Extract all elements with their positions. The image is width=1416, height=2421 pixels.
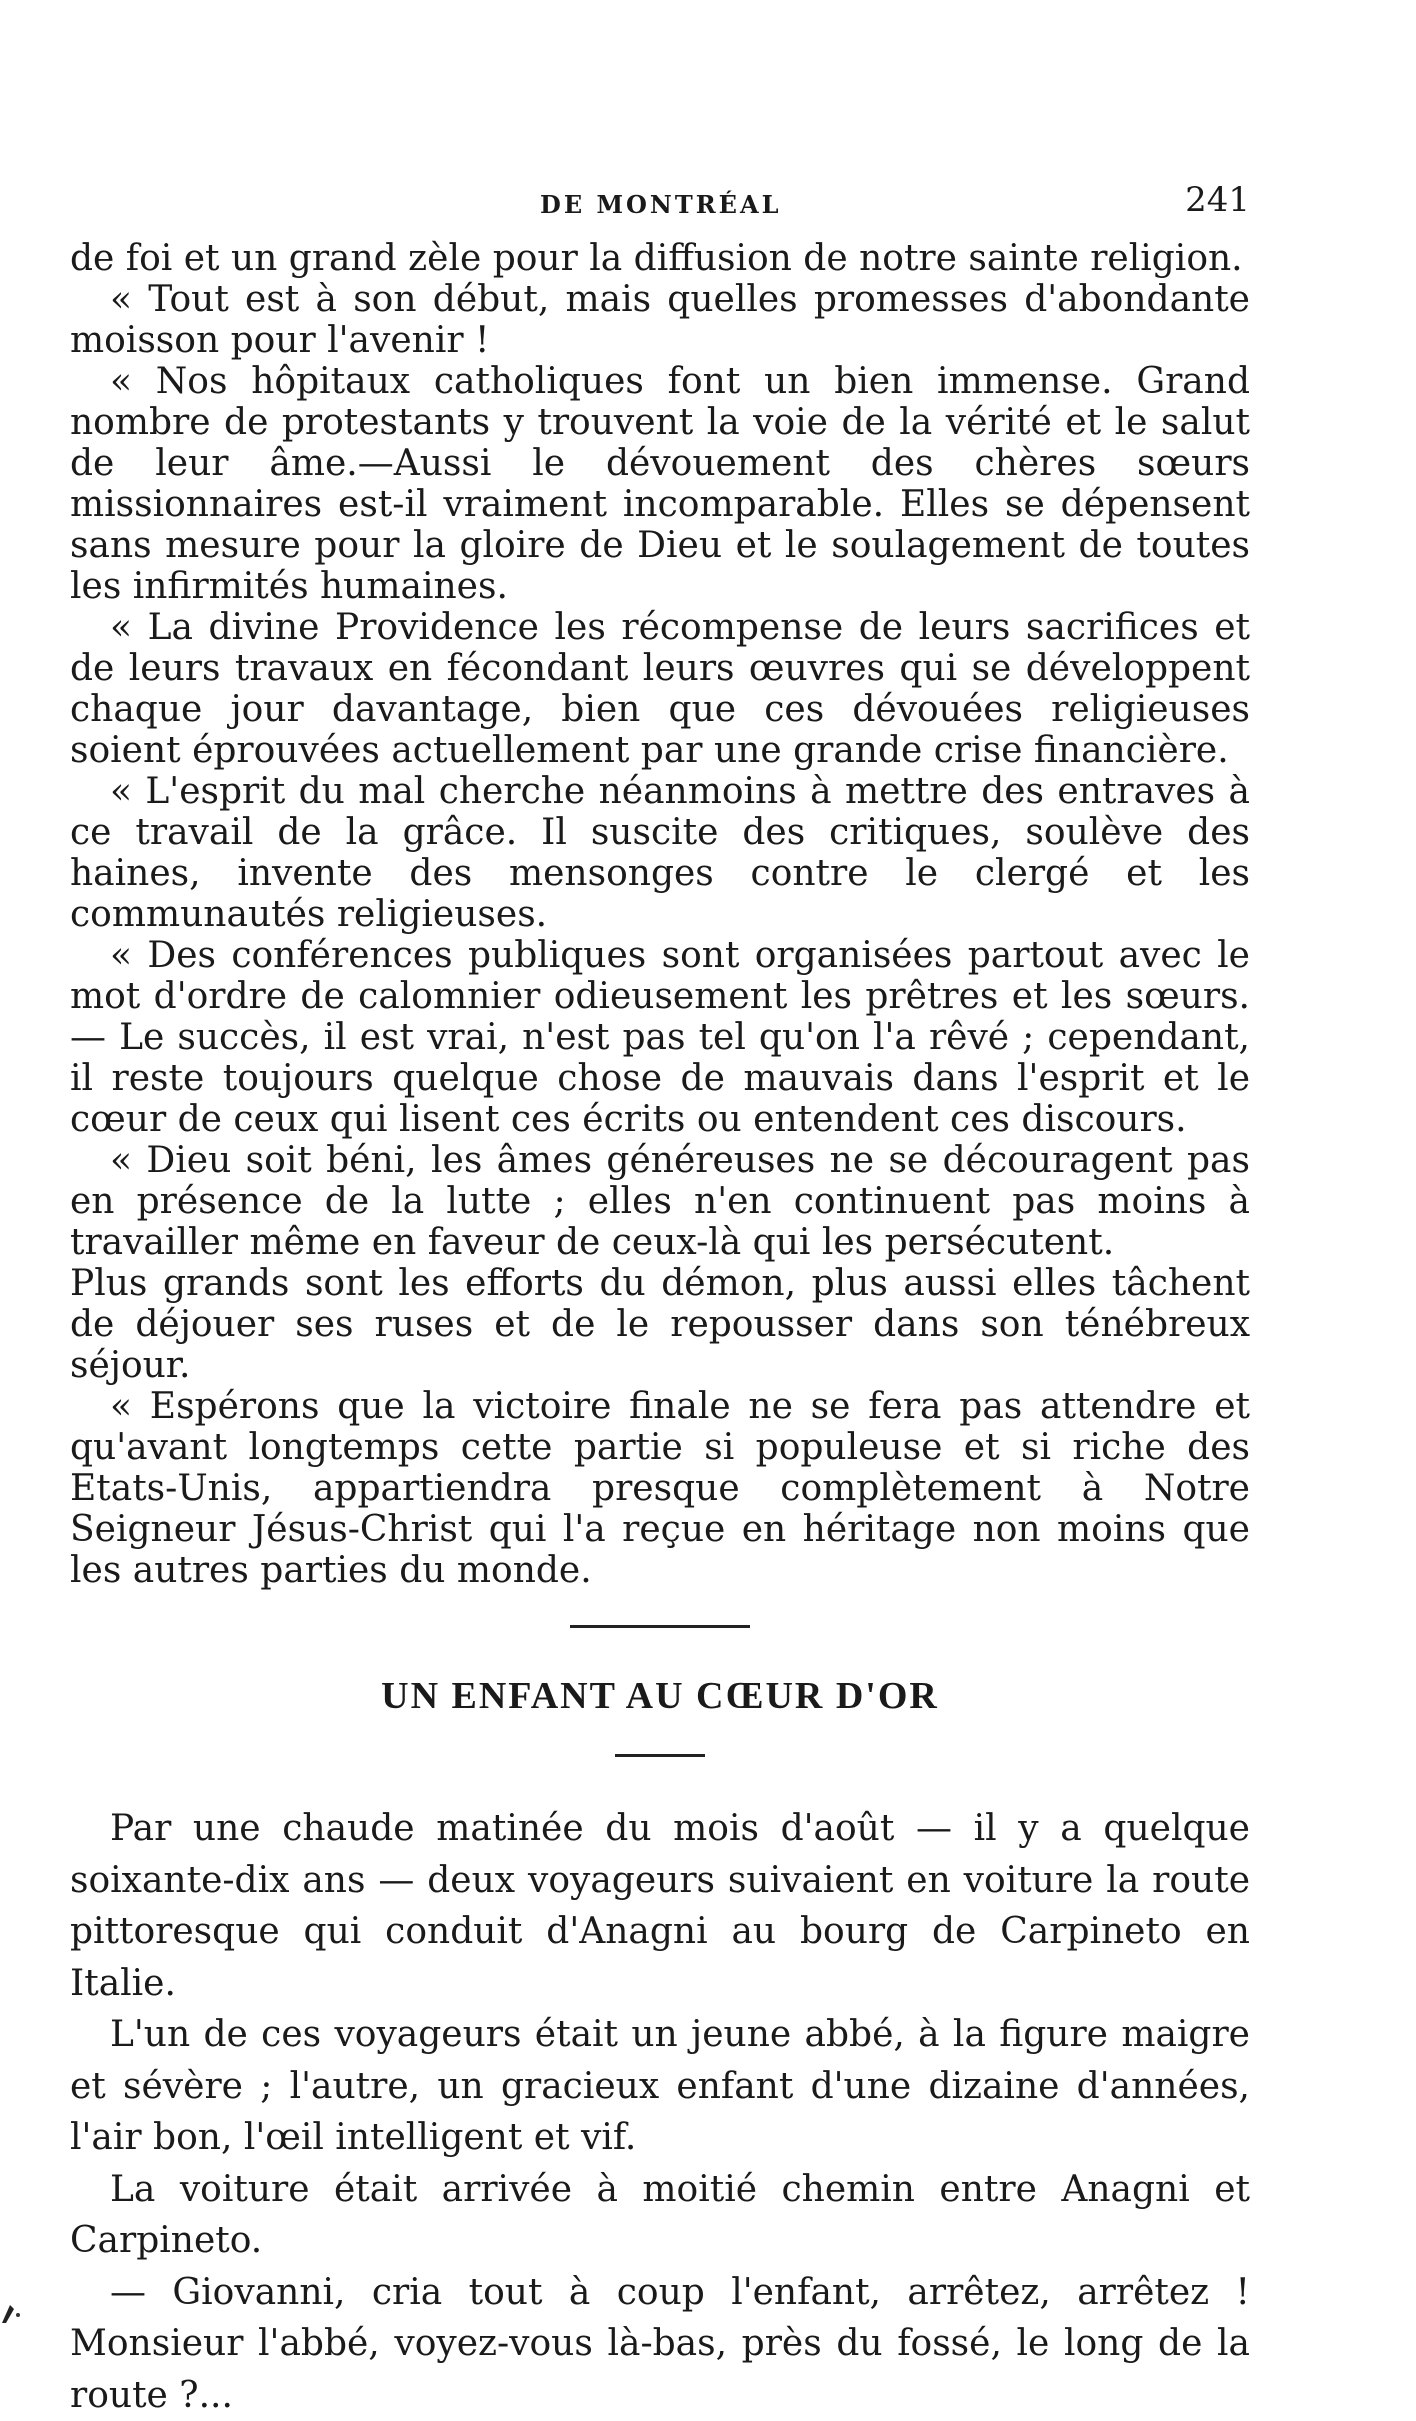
paragraph: « Nos hôpitaux catholiques font un bien immense. Grand nombre de protestants y trouvent la voie de la vérité et le salut de leur âme.—Aussi le dévouement des chères sœurs missionnaires est-il vraiment incomparable. Elles se dépensent sans mesure pour la gloire de Dieu et le soulagement de toutes les infirmités humaines.	[70, 361, 1250, 607]
page-scan-specks	[0, 2265, 40, 2325]
paragraph: « La divine Providence les récompense de leurs sacrifices et de leurs travaux en fécondant leurs œuvres qui se développent chaque jour davantage, bien que ces dévouées religieuses soient éprouvées actuellement par une grande crise financière.	[70, 607, 1250, 771]
paragraph: Plus grands sont les efforts du démon, plus aussi elles tâchent de déjouer ses ruses et de le repousser dans son ténébreux séjour.	[70, 1263, 1250, 1386]
body-bottom	[70, 1803, 1250, 2421]
paragraph: Par une chaude matinée du mois d'août — il y a quelque soixante-dix ans — deux voyageurs suivaient en voiture la route pittoresque qui conduit d'Anagni au bourg de Carpineto en Italie.	[70, 1803, 1250, 2009]
paragraph: « Dieu soit béni, les âmes généreuses ne se découragent pas en présence de la lutte ; elles n'en continuent pas moins à travailler même en faveur de ceux-là qui les persécutent.	[70, 1140, 1250, 1263]
title-underline	[615, 1754, 705, 1757]
book-page	[70, 180, 1250, 2421]
body-top	[70, 238, 1250, 1591]
paragraph: — Giovanni, cria tout à coup l'enfant, arrêtez, arrêtez ! Monsieur l'abbé, voyez-vous là-bas, près du fossé, le long de la route ?...	[70, 2267, 1250, 2421]
paragraph: La voiture était arrivée à moitié chemin entre Anagni et Carpineto.	[70, 2164, 1250, 2267]
chapter-title: UN ENFANT AU CŒUR D'OR	[70, 1674, 1250, 1718]
section-divider	[570, 1625, 750, 1628]
paragraph: « Espérons que la victoire finale ne se fera pas attendre et qu'avant longtemps cette partie si populeuse et si riche des Etats-Unis, appartiendra presque complètement à Notre Seigneur Jésus-Christ qui l'a reçue en héritage non moins que les autres parties du monde.	[70, 1386, 1250, 1591]
paragraph: L'un de ces voyageurs était un jeune abbé, à la figure maigre et sévère ; l'autre, un gracieux enfant d'une dizaine d'années, l'air bon, l'œil intelligent et vif.	[70, 2009, 1250, 2164]
paragraph: « Des conférences publiques sont organisées partout avec le mot d'ordre de calomnier odieusement les prêtres et les sœurs.— Le succès, il est vrai, n'est pas tel qu'on l'a rêvé ; cependant, il reste toujours quelque chose de mauvais dans l'esprit et le cœur de ceux qui lisent ces écrits ou entendent ces discours.	[70, 935, 1250, 1140]
running-title: DE MONTRÉAL	[540, 190, 781, 219]
paragraph: « Tout est à son début, mais quelles promesses d'abondante moisson pour l'avenir !	[70, 279, 1250, 361]
paragraph: de foi et un grand zèle pour la diffusion de notre sainte religion.	[70, 238, 1250, 279]
running-head	[70, 180, 1250, 220]
paragraph: « L'esprit du mal cherche néanmoins à mettre des entraves à ce travail de la grâce. Il suscite des critiques, soulève des haines, invente des mensonges contre le clergé et les communautés religieuses.	[70, 771, 1250, 935]
page-number: 241	[1185, 180, 1250, 220]
